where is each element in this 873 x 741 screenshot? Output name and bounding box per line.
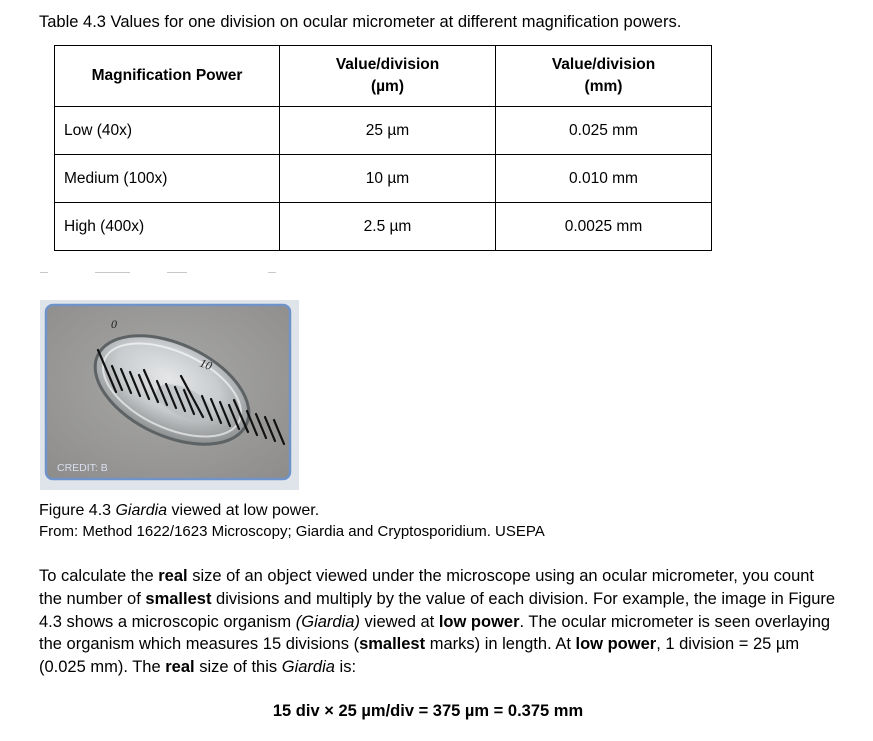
size-equation: 15 div × 25 µm/div = 375 µm = 0.375 mm [272, 702, 584, 720]
scan-artifact [167, 272, 187, 273]
cell-mm: 0.010 mm [496, 155, 712, 203]
scan-artifact [40, 272, 48, 273]
para-text: viewed at [359, 612, 439, 631]
cell-power: High (400x) [55, 203, 280, 251]
para-text: size of this [194, 658, 282, 677]
header-value-mm-line2: (mm) [584, 78, 623, 95]
scale-label-start: 0 [111, 317, 117, 331]
table-row [55, 203, 712, 251]
scan-artifact [268, 272, 276, 273]
para-text: size of an object viewed under the microscope using an ocular micrometer, you count the number of [39, 567, 815, 608]
figure-caption-italic: Giardia [115, 502, 168, 519]
figure-caption-prefix: Figure 4.3 [39, 502, 116, 519]
table-header-row [55, 46, 712, 107]
para-text: is: [334, 658, 357, 677]
table-caption: Table 4.3 Values for one division on ocular micrometer at different magnification powers. [39, 13, 682, 31]
header-value-um [280, 46, 496, 107]
table-row [55, 155, 712, 203]
para-text: To calculate the [39, 567, 159, 585]
cell-um: 25 µm [280, 107, 496, 155]
para-text: divisions and multiply by the value of each division. For example, the image in Figure 4.3 shows a microscopic organism [39, 589, 836, 631]
header-value-um-line2: (µm) [370, 78, 405, 95]
cell-um: 10 µm [280, 155, 496, 203]
giardia-micrograph [40, 300, 299, 490]
cell-power: Low (40x) [55, 107, 280, 155]
table-row [55, 107, 712, 155]
explanation-paragraph [39, 565, 839, 679]
para-bold: real [165, 658, 195, 677]
figure-source: From: Method 1622/1623 Microscopy; Giardia and Cryptosporidium. USEPA [39, 523, 545, 540]
para-text: marks) in length. At [425, 635, 576, 654]
para-bold: low power [575, 635, 657, 654]
magnification-table [54, 45, 712, 251]
cell-power: Medium (100x) [55, 155, 280, 203]
para-italic: (Giardia) [295, 612, 360, 631]
header-magnification: Magnification Power [55, 46, 280, 107]
para-bold: smallest [359, 635, 426, 654]
cell-mm: 0.025 mm [496, 107, 712, 155]
para-italic: Giardia [281, 658, 335, 677]
header-value-um-line1: Value/division [335, 56, 440, 73]
figure-caption-suffix: viewed at low power. [167, 502, 320, 519]
scan-artifact [95, 272, 130, 273]
cell-um: 2.5 µm [280, 203, 496, 251]
credit-label: CREDIT: B [57, 462, 108, 474]
para-bold: low power [438, 612, 520, 631]
para-bold: smallest [145, 589, 212, 608]
cell-mm: 0.0025 mm [496, 203, 712, 251]
para-bold: real [158, 567, 188, 585]
figure-caption [39, 502, 319, 520]
para-text: , 1 division = 25 µm (0.025 mm). The [39, 635, 800, 677]
header-value-mm-line1: Value/division [551, 56, 656, 73]
header-value-mm [496, 46, 712, 107]
scale-label-end: 10 [197, 355, 214, 373]
para-text: . The ocular micrometer is seen overlaying the organism which measures 15 divisions ( [39, 612, 831, 654]
